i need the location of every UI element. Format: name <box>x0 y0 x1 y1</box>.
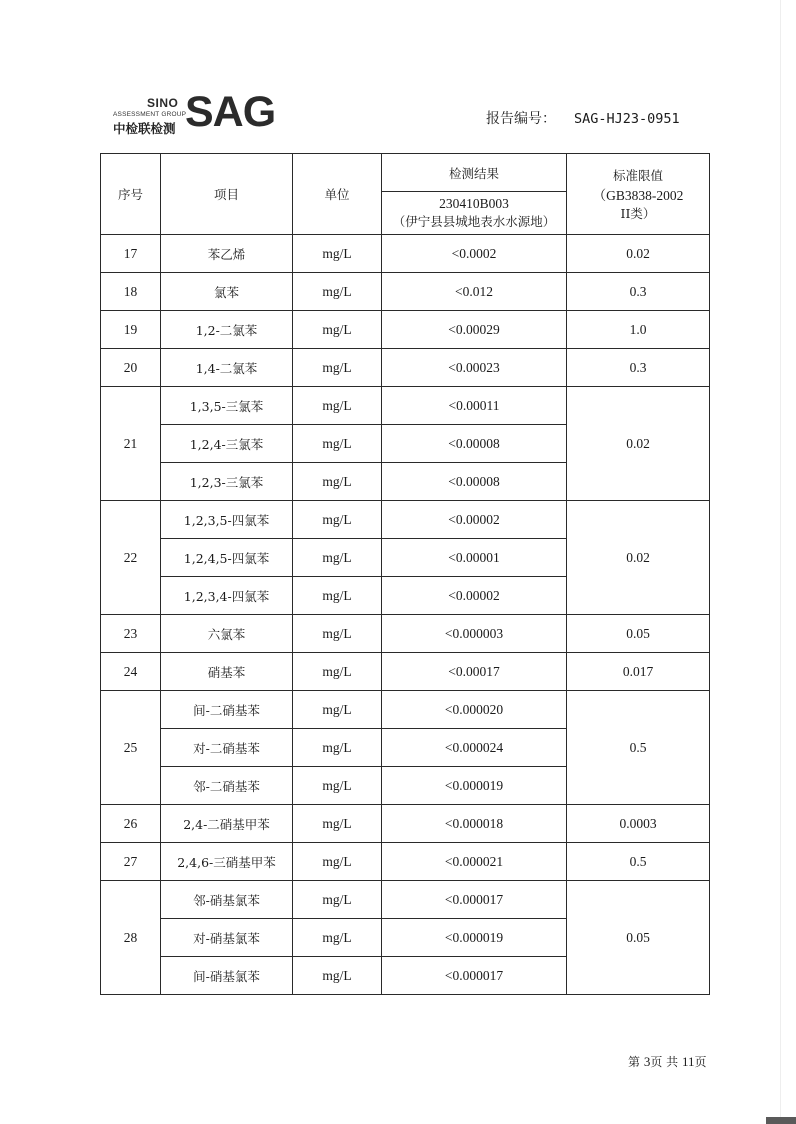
header-row <box>101 154 710 192</box>
col-header-unit: 单位 <box>293 154 382 235</box>
row-number: 19 <box>101 311 161 349</box>
row-unit: mg/L <box>293 615 382 653</box>
report-number-label: 报告编号： <box>486 111 556 127</box>
row-result: <0.00011 <box>382 387 567 425</box>
row-unit: mg/L <box>293 539 382 577</box>
logo-sag-text: SAG <box>185 88 276 136</box>
row-number: 26 <box>101 805 161 843</box>
table-row <box>101 653 710 691</box>
table-row <box>101 235 710 273</box>
table-row <box>101 501 710 539</box>
row-item: 对-硝基氯苯 <box>161 919 293 957</box>
report-number <box>486 108 680 128</box>
row-result: <0.0002 <box>382 235 567 273</box>
row-result: <0.000003 <box>382 615 567 653</box>
row-item: 1,2,4-三氯苯 <box>161 425 293 463</box>
row-item: 1,2-二氯苯 <box>161 311 293 349</box>
row-result: <0.00008 <box>382 425 567 463</box>
logo-chinese-name: 中检联检测 <box>113 122 176 136</box>
logo-assessment-text: ASSESSMENT GROUP <box>113 111 187 118</box>
row-result: <0.000019 <box>382 767 567 805</box>
row-unit: mg/L <box>293 957 382 995</box>
table-row <box>101 615 710 653</box>
page-current: 3 <box>643 1054 651 1069</box>
scan-edge-mark <box>766 1117 796 1124</box>
row-limit: 0.02 <box>567 235 710 273</box>
row-number: 21 <box>101 387 161 501</box>
row-item: 1,2,3,5-四氯苯 <box>161 501 293 539</box>
row-unit: mg/L <box>293 349 382 387</box>
row-unit: mg/L <box>293 273 382 311</box>
row-unit: mg/L <box>293 729 382 767</box>
row-limit: 1.0 <box>567 311 710 349</box>
page-total: 11 <box>682 1054 695 1069</box>
row-number: 25 <box>101 691 161 805</box>
row-item: 苯乙烯 <box>161 235 293 273</box>
results-table <box>100 153 710 995</box>
row-unit: mg/L <box>293 767 382 805</box>
row-limit: 0.05 <box>567 881 710 995</box>
sample-header <box>382 192 567 235</box>
row-result: <0.00002 <box>382 577 567 615</box>
table-row <box>101 311 710 349</box>
limit-header-line1: 标准限值 <box>612 168 663 183</box>
row-item: 2,4-二硝基甲苯 <box>161 805 293 843</box>
table-row <box>101 273 710 311</box>
limit-header-line3: II类） <box>620 206 656 221</box>
row-item: 间-硝基氯苯 <box>161 957 293 995</box>
row-number: 28 <box>101 881 161 995</box>
row-result: <0.00008 <box>382 463 567 501</box>
row-limit: 0.02 <box>567 501 710 615</box>
row-result: <0.00029 <box>382 311 567 349</box>
row-number: 17 <box>101 235 161 273</box>
col-header-item: 项目 <box>161 154 293 235</box>
row-number: 18 <box>101 273 161 311</box>
row-item: 氯苯 <box>161 273 293 311</box>
row-number: 22 <box>101 501 161 615</box>
row-unit: mg/L <box>293 463 382 501</box>
table-row <box>101 843 710 881</box>
row-item: 邻-硝基氯苯 <box>161 881 293 919</box>
row-item: 1,2,3-三氯苯 <box>161 463 293 501</box>
row-result: <0.000021 <box>382 843 567 881</box>
col-header-result: 检测结果 <box>382 154 567 192</box>
row-result: <0.012 <box>382 273 567 311</box>
row-unit: mg/L <box>293 919 382 957</box>
row-limit: 0.017 <box>567 653 710 691</box>
row-result: <0.000017 <box>382 881 567 919</box>
limit-header-line2: （GB3838-2002 <box>592 188 684 203</box>
page-prefix: 第 <box>628 1055 641 1069</box>
row-unit: mg/L <box>293 691 382 729</box>
row-number: 23 <box>101 615 161 653</box>
row-limit: 0.5 <box>567 691 710 805</box>
row-result: <0.000024 <box>382 729 567 767</box>
row-result: <0.000019 <box>382 919 567 957</box>
row-item: 对-二硝基苯 <box>161 729 293 767</box>
row-result: <0.00002 <box>382 501 567 539</box>
row-result: <0.00023 <box>382 349 567 387</box>
row-limit: 0.02 <box>567 387 710 501</box>
row-item: 硝基苯 <box>161 653 293 691</box>
row-item: 1,2,4,5-四氯苯 <box>161 539 293 577</box>
row-number: 27 <box>101 843 161 881</box>
row-unit: mg/L <box>293 577 382 615</box>
row-item: 六氯苯 <box>161 615 293 653</box>
row-item: 2,4,6-三硝基甲苯 <box>161 843 293 881</box>
row-result: <0.00017 <box>382 653 567 691</box>
row-result: <0.000017 <box>382 957 567 995</box>
logo-sino-text: SINO <box>147 96 179 110</box>
row-limit: 0.05 <box>567 615 710 653</box>
row-unit: mg/L <box>293 653 382 691</box>
row-unit: mg/L <box>293 235 382 273</box>
sample-location: （伊宁县县城地表水水源地） <box>392 214 556 229</box>
row-unit: mg/L <box>293 425 382 463</box>
scan-edge-line <box>780 0 781 1124</box>
row-item: 1,3,5-三氯苯 <box>161 387 293 425</box>
table-row <box>101 387 710 425</box>
col-header-seq: 序号 <box>101 154 161 235</box>
sample-id: 230410B003 <box>439 196 509 211</box>
row-item: 间-二硝基苯 <box>161 691 293 729</box>
row-unit: mg/L <box>293 387 382 425</box>
report-number-value: SAG-HJ23-0951 <box>574 111 680 127</box>
row-item: 1,4-二氯苯 <box>161 349 293 387</box>
row-limit: 0.3 <box>567 273 710 311</box>
row-limit: 0.5 <box>567 843 710 881</box>
row-item: 邻-二硝基苯 <box>161 767 293 805</box>
row-unit: mg/L <box>293 843 382 881</box>
page-suffix: 页 <box>694 1055 707 1069</box>
table-row <box>101 881 710 919</box>
row-result: <0.000020 <box>382 691 567 729</box>
row-item: 1,2,3,4-四氯苯 <box>161 577 293 615</box>
row-limit: 0.3 <box>567 349 710 387</box>
row-result: <0.000018 <box>382 805 567 843</box>
page-mid: 页 共 <box>650 1055 679 1069</box>
row-limit: 0.0003 <box>567 805 710 843</box>
row-result: <0.00001 <box>382 539 567 577</box>
table-row <box>101 805 710 843</box>
table-row <box>101 349 710 387</box>
row-unit: mg/L <box>293 881 382 919</box>
page-footer <box>628 1053 707 1070</box>
row-number: 20 <box>101 349 161 387</box>
row-unit: mg/L <box>293 311 382 349</box>
row-number: 24 <box>101 653 161 691</box>
row-unit: mg/L <box>293 501 382 539</box>
table-row <box>101 691 710 729</box>
col-header-limit <box>567 154 710 235</box>
row-unit: mg/L <box>293 805 382 843</box>
company-logo <box>113 88 283 136</box>
